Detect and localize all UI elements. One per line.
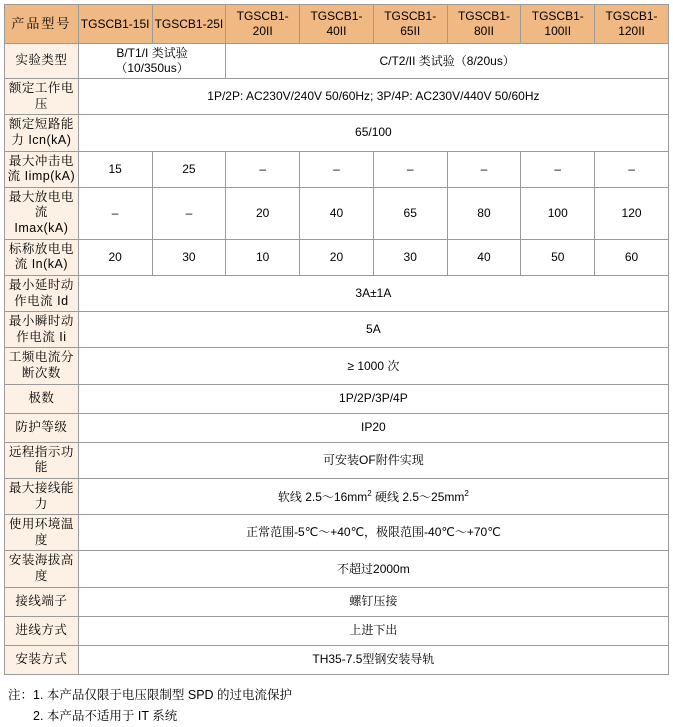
- notes-block: [8, 685, 669, 727]
- row-label: 额定工作电压: [5, 79, 79, 115]
- table-cell: 40: [447, 239, 521, 275]
- table-cell: B/T1/I 类试验 （10/350us）: [78, 44, 226, 79]
- table-cell: 50: [521, 239, 595, 275]
- row-label: 工频电流分断次数: [5, 348, 79, 384]
- column-header-model: TGSCB1-25I: [152, 5, 226, 44]
- table-cell: 1P/2P: AC230V/240V 50/60Hz; 3P/4P: AC230V/440V 50/60Hz: [78, 79, 668, 115]
- table-row: [5, 384, 669, 413]
- table-row: [5, 616, 669, 645]
- table-cell: 软线 $2.5\sim 16mm^2$ 硬线 $2.5\sim 25mm^2$: [78, 478, 668, 514]
- row-label: 防护等级: [5, 413, 79, 442]
- row-label: 安装海拔高度: [5, 551, 79, 587]
- table-cell: 60: [595, 239, 669, 275]
- table-cell: 100: [521, 187, 595, 239]
- table-cell: –: [226, 151, 300, 187]
- row-label: 最大接线能力: [5, 478, 79, 514]
- table-cell: –: [152, 187, 226, 239]
- table-cell: ≥ 1000 次: [78, 348, 668, 384]
- table-cell: –: [300, 151, 374, 187]
- table-cell: 30: [152, 239, 226, 275]
- table-row: [5, 187, 669, 239]
- table-cell: C/T2/II 类试验（8/20us）: [226, 44, 669, 79]
- table-cell: 120: [595, 187, 669, 239]
- row-label: 额定短路能力 Icn(kA): [5, 115, 79, 151]
- table-cell: 1P/2P/3P/4P: [78, 384, 668, 413]
- table-cell: 20: [300, 239, 374, 275]
- column-header-model: TGSCB1-65II: [373, 5, 447, 44]
- table-cell: 螺钉压接: [78, 587, 668, 616]
- specification-table: [4, 4, 669, 675]
- table-cell: –: [447, 151, 521, 187]
- table-cell: TH35-7.5型钢安装导轨: [78, 645, 668, 674]
- table-cell: 15: [78, 151, 152, 187]
- row-label: 最大放电电流 Imax(kA): [5, 187, 79, 239]
- table-row: [5, 79, 669, 115]
- row-label: 标称放电电流 In(kA): [5, 239, 79, 275]
- table-cell: 正常范围-5℃～+40℃，极限范围-40℃～+70℃: [78, 515, 668, 551]
- table-cell: IP20: [78, 413, 668, 442]
- table-cell: 65/100: [78, 115, 668, 151]
- table-cell: 3A±1A: [78, 275, 668, 311]
- table-row: [5, 44, 669, 79]
- table-row: [5, 275, 669, 311]
- column-header-model: TGSCB1-100II: [521, 5, 595, 44]
- table-row: [5, 151, 669, 187]
- table-cell: 25: [152, 151, 226, 187]
- table-row: [5, 551, 669, 587]
- row-label: 安装方式: [5, 645, 79, 674]
- table-header: [5, 5, 669, 44]
- row-label: 实验类型: [5, 44, 79, 79]
- table-header-row: [5, 5, 669, 44]
- row-label: 接线端子: [5, 587, 79, 616]
- column-header-model: TGSCB1-40II: [300, 5, 374, 44]
- row-label: 进线方式: [5, 616, 79, 645]
- table-row: [5, 587, 669, 616]
- row-label: 使用环境温度: [5, 515, 79, 551]
- table-cell: 10: [226, 239, 300, 275]
- table-body: [5, 44, 669, 675]
- table-row: [5, 442, 669, 478]
- column-header-model: TGSCB1-20II: [226, 5, 300, 44]
- column-header-product-model: 产品型号: [5, 5, 79, 44]
- row-label: 最小延时动作电流 Id: [5, 275, 79, 311]
- note-line: 2. 本产品不适用于 IT 系统: [8, 708, 178, 723]
- note-line: 注：1. 本产品仅限于电压限制型 SPD 的过电流保护: [8, 687, 293, 702]
- row-label: 最小瞬时动作电流 Ii: [5, 312, 79, 348]
- table-cell: 30: [373, 239, 447, 275]
- table-row: [5, 348, 669, 384]
- table-cell: 可安装OF附件实现: [78, 442, 668, 478]
- row-label: 最大冲击电流 Iimp(kA): [5, 151, 79, 187]
- table-cell: –: [78, 187, 152, 239]
- table-row: [5, 115, 669, 151]
- table-row: [5, 645, 669, 674]
- table-cell: 5A: [78, 312, 668, 348]
- table-cell: 20: [78, 239, 152, 275]
- table-cell: 不超过2000m: [78, 551, 668, 587]
- column-header-model: TGSCB1-15I: [78, 5, 152, 44]
- table-row: [5, 239, 669, 275]
- column-header-model: TGSCB1-80II: [447, 5, 521, 44]
- table-row: [5, 478, 669, 514]
- table-cell: 65: [373, 187, 447, 239]
- table-row: [5, 312, 669, 348]
- table-cell: 20: [226, 187, 300, 239]
- table-cell: –: [595, 151, 669, 187]
- row-label: 远程指示功能: [5, 442, 79, 478]
- table-cell: –: [521, 151, 595, 187]
- table-cell: 40: [300, 187, 374, 239]
- row-label: 极数: [5, 384, 79, 413]
- table-cell: 上进下出: [78, 616, 668, 645]
- column-header-model: TGSCB1-120II: [595, 5, 669, 44]
- table-cell: –: [373, 151, 447, 187]
- table-row: [5, 413, 669, 442]
- table-cell: 80: [447, 187, 521, 239]
